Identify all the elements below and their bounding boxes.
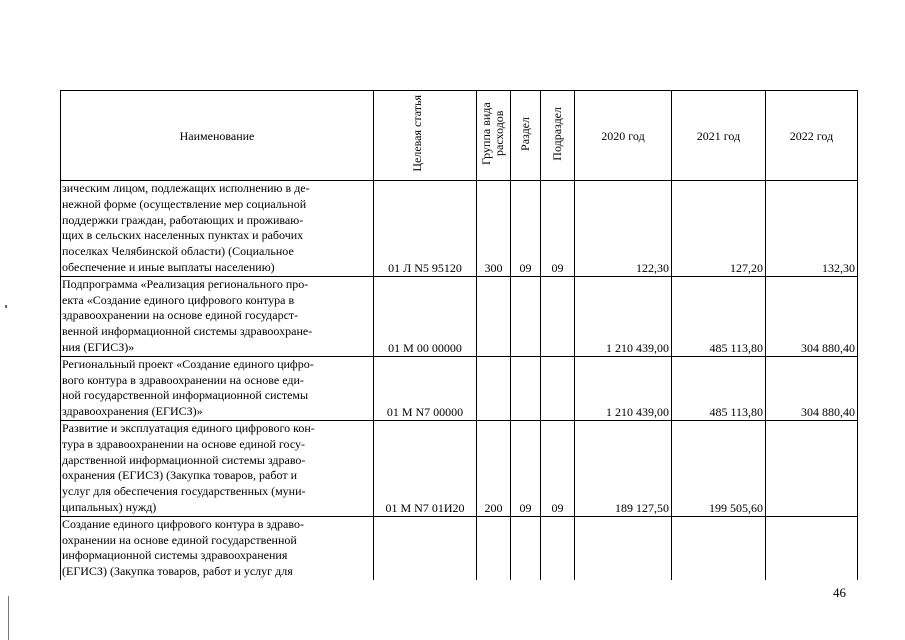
row-code: 01 Л N5 95120 [374,181,477,277]
row-name-line: обеспечение и иные выплаты населению) [62,259,275,274]
row-name-line: екта «Создание единого цифрового контура в [62,292,295,307]
scan-edge-line [8,596,9,640]
table-row [61,276,858,356]
row-section [511,516,541,580]
row-section [511,276,541,356]
header-group-label: Группа вида расходов [478,102,506,165]
row-group [477,276,511,356]
row-name-line: ципальных) нужд) [62,499,157,514]
row-2021: 199 505,60 [672,420,766,516]
budget-table [60,90,858,580]
row-code: 01 М 00 00000 [374,276,477,356]
row-2021: 127,20 [672,181,766,277]
table-row [61,356,858,420]
row-2020: 1 210 439,00 [575,276,672,356]
row-2020: 1 210 439,00 [575,356,672,420]
row-2022: 304 880,40 [766,276,858,356]
row-name-line: здравоохранения (ЕГИСЗ)» [62,404,203,419]
row-code [374,516,477,580]
row-code: 01 М N7 00000 [374,356,477,420]
row-name-line: поддержки граждан, работающих и проживаю- [62,212,304,227]
page-number: 46 [833,585,846,600]
row-subsection [541,356,575,420]
header-group [477,91,511,181]
row-group [477,356,511,420]
header-target-label: Целевая статья [410,95,424,172]
row-section: 09 [511,420,541,516]
row-subsection: 09 [541,420,575,516]
table-header-row [61,91,858,181]
row-subsection: 09 [541,181,575,277]
row-subsection [541,276,575,356]
row-2022 [766,420,858,516]
row-name-line: ной государственной информационной системы [62,388,309,403]
row-2022: 304 880,40 [766,356,858,420]
row-name-line: услуг для обеспечения государственных (муни- [62,484,306,499]
header-target [374,91,477,181]
row-section [511,356,541,420]
table-row [61,516,858,580]
row-group: 300 [477,181,511,277]
header-2020: 2020 год [575,91,672,181]
table-row [61,181,858,277]
row-code: 01 М N7 01И20 [374,420,477,516]
table-row [61,420,858,516]
row-name [61,181,374,277]
row-name-line: Создание единого цифрового контура в здраво- [62,516,304,531]
row-2021 [672,516,766,580]
row-2021: 485 113,80 [672,356,766,420]
row-group [477,516,511,580]
row-name-line: зическим лицом, подлежащих исполнению в де- [62,181,310,195]
header-2022: 2022 год [766,91,858,181]
header-2021: 2021 год [672,91,766,181]
row-name-line: дарственной информационной системы здраво- [62,452,306,467]
row-name-line: тура в здравоохранении на основе единой госу- [62,436,305,451]
row-group: 200 [477,420,511,516]
row-name-line: информационной системы здравоохранения [62,548,288,563]
row-section: 09 [511,181,541,277]
header-subsection-label: Подраздел [550,106,564,161]
row-name-line: охранения (ЕГИСЗ) (Закупка товаров, работ и [62,468,297,483]
row-name-line: поселках Челябинской области) (Социальное [62,244,294,259]
row-2020: 189 127,50 [575,420,672,516]
row-name [61,420,374,516]
row-name [61,516,374,580]
row-2022 [766,516,858,580]
row-2021: 485 113,80 [672,276,766,356]
row-name-line: венной информационной системы здравоохране- [62,324,313,339]
scan-speck [5,305,7,308]
row-2020 [575,516,672,580]
header-name: Наименование [61,91,374,181]
row-name-line: нежной форме (осуществление мер социальной [62,196,307,211]
row-name-line: охранении на основе единой государственной [62,532,297,547]
row-name-line: вого контура в здравоохранении на основе еди- [62,372,304,387]
row-name-line: Подпрограмма «Реализация регионального про- [62,276,309,291]
header-section [511,91,541,181]
header-section-label: Раздел [518,116,532,151]
row-2020: 122,30 [575,181,672,277]
row-name-line: ния (ЕГИСЗ)» [62,339,135,354]
row-name [61,276,374,356]
row-name-line: здравоохранении на основе единой государст- [62,308,299,323]
row-name-line: щих в сельских населенных пунктах и рабочих [62,228,304,243]
row-name [61,356,374,420]
row-name-line: (ЕГИСЗ) (Закупка товаров, работ и услуг для [62,564,293,579]
row-name-line: Региональный проект «Создание единого цифро- [62,356,314,371]
row-subsection [541,516,575,580]
header-subsection [541,91,575,181]
row-name-line: Развитие и эксплуатация единого цифрового кон- [62,420,315,435]
row-2022: 132,30 [766,181,858,277]
